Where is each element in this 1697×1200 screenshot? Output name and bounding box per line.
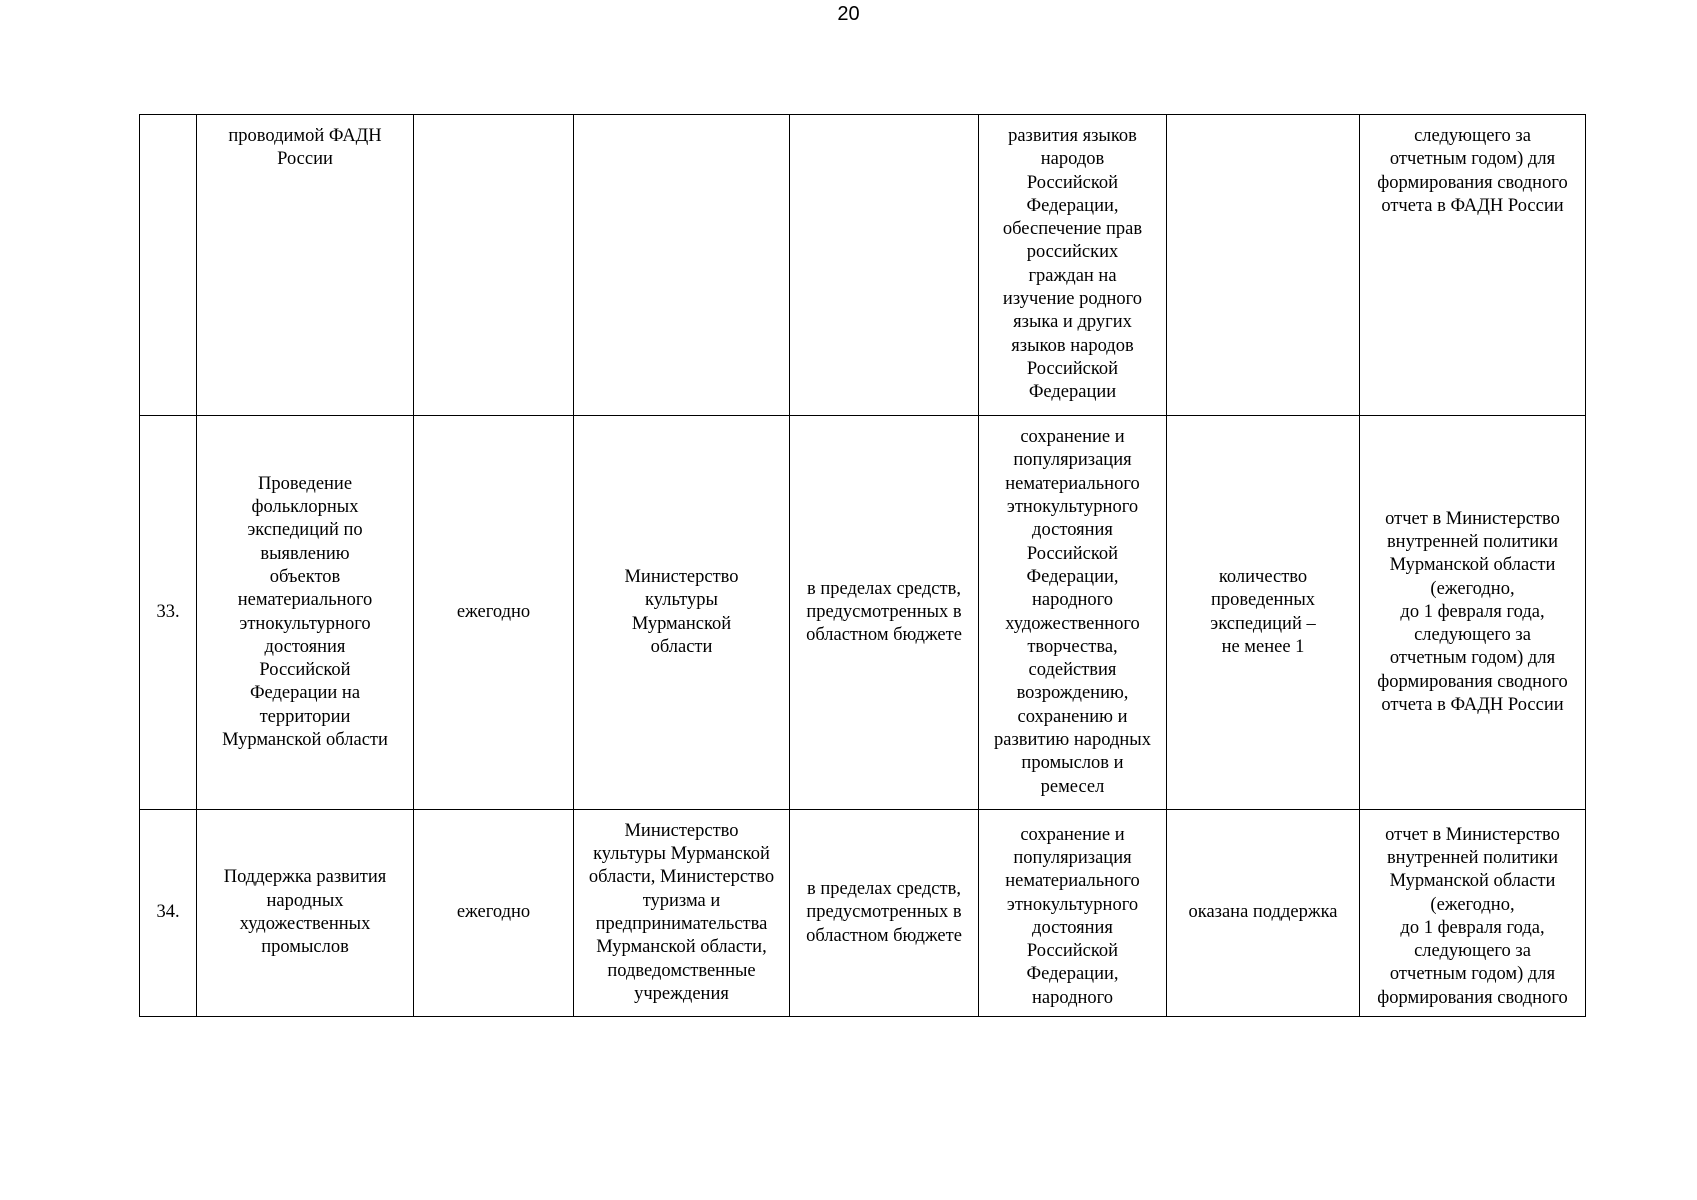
cell-activity: Проведение фольклорных экспедиций по выявлению объектов нематериального этнокультурного достояния Российской Федерации на территории Мурманской области — [197, 416, 414, 810]
cell-number: 34. — [140, 810, 197, 1017]
cell-indicator: оказана поддержка — [1167, 810, 1360, 1017]
cell-period — [414, 115, 574, 416]
cell-activity: Поддержка развития народных художественных промыслов — [197, 810, 414, 1017]
activity-plan-table — [139, 114, 1586, 1017]
cell-report: следующего за отчетным годом) для формирования сводного отчета в ФАДН России — [1360, 115, 1586, 416]
cell-result: развития языков народов Российской Федерации, обеспечение прав российских граждан на изучение родного языка и других языков народов Российской Федерации — [979, 115, 1167, 416]
cell-executor — [574, 115, 790, 416]
table-row — [140, 416, 1586, 810]
cell-number — [140, 115, 197, 416]
cell-indicator: количество проведенных экспедиций – не менее 1 — [1167, 416, 1360, 810]
cell-report: отчет в Министерство внутренней политики Мурманской области (ежегодно, до 1 февраля года, следующего за отчетным годом) для формирования сводного — [1360, 810, 1586, 1017]
cell-number: 33. — [140, 416, 197, 810]
cell-period: ежегодно — [414, 810, 574, 1017]
table-row — [140, 115, 1586, 416]
cell-activity: проводимой ФАДН России — [197, 115, 414, 416]
cell-result: сохранение и популяризация нематериального этнокультурного достояния Российской Федерации, народного — [979, 810, 1167, 1017]
table-row — [140, 810, 1586, 1017]
cell-period: ежегодно — [414, 416, 574, 810]
cell-result: сохранение и популяризация нематериального этнокультурного достояния Российской Федерации, народного художественного творчества, содействия возрождению, сохранению и развитию народных промыслов и ремесел — [979, 416, 1167, 810]
cell-executor: Министерство культуры Мурманской области — [574, 416, 790, 810]
cell-financing: в пределах средств, предусмотренных в областном бюджете — [790, 810, 979, 1017]
cell-indicator — [1167, 115, 1360, 416]
cell-executor: Министерство культуры Мурманской области, Министерство туризма и предпринимательства Мурманской области, подведомственные учреждения — [574, 810, 790, 1017]
cell-financing: в пределах средств, предусмотренных в областном бюджете — [790, 416, 979, 810]
page-number: 20 — [837, 3, 860, 25]
cell-report: отчет в Министерство внутренней политики Мурманской области (ежегодно, до 1 февраля года, следующего за отчетным годом) для формирования сводного отчета в ФАДН России — [1360, 416, 1586, 810]
cell-financing — [790, 115, 979, 416]
